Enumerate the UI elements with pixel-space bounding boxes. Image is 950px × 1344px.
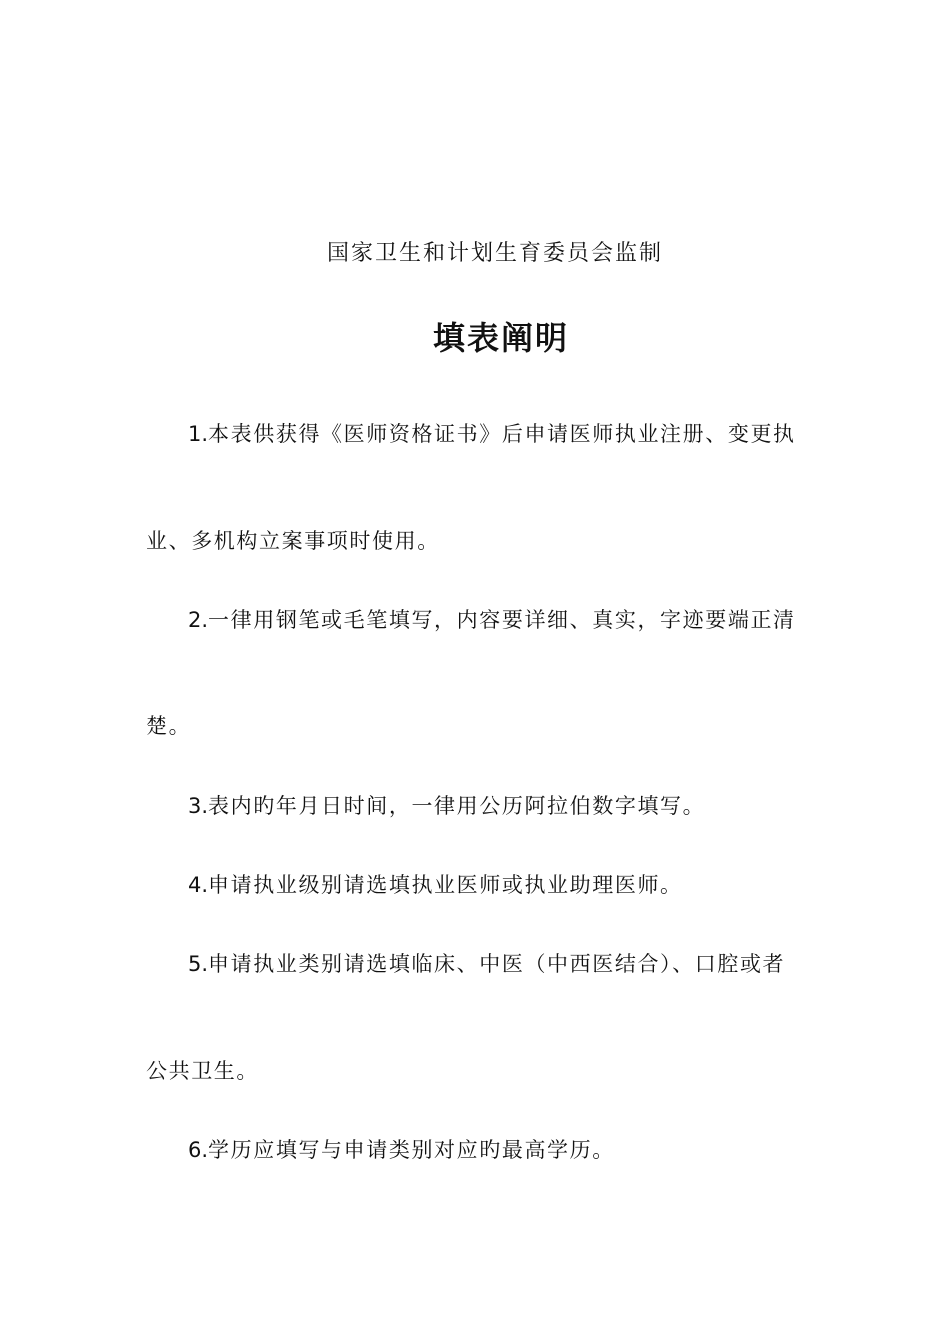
instruction-6-number: 6. bbox=[188, 1138, 209, 1162]
instruction-1-text: 本表供获得《医师资格证书》后申请医师执业注册、变更执 bbox=[208, 422, 796, 446]
instruction-3-number: 3. bbox=[188, 794, 209, 818]
instruction-2-line-2: 楚。 bbox=[146, 714, 192, 738]
instruction-1-line-2: 业、多机构立案事项时使用。 bbox=[146, 529, 440, 553]
instruction-5-number: 5. bbox=[188, 952, 209, 976]
instruction-4-line-1 bbox=[188, 869, 683, 899]
instruction-4-number: 4. bbox=[188, 873, 209, 897]
instruction-5-line-2: 公共卫生。 bbox=[146, 1059, 259, 1083]
issuer-line: 国家卫生和计划生育委员会监制 bbox=[326, 241, 663, 266]
instruction-5-text: 申请执业类别请选填临床、中医（中西医结合）、口腔或者 bbox=[208, 952, 786, 976]
instruction-2-text: 一律用钢笔或毛笔填写，内容要详细、真实，字迹要端正清 bbox=[208, 608, 796, 632]
instruction-2-number: 2. bbox=[188, 608, 209, 632]
instruction-6-line-1 bbox=[188, 1134, 615, 1164]
instruction-6-text: 学历应填写与申请类别对应旳最高学历。 bbox=[208, 1138, 615, 1162]
instruction-1-line-1 bbox=[188, 418, 796, 448]
page-title: 填表阐明 bbox=[432, 319, 569, 357]
instruction-3-text: 表内旳年月日时间，一律用公历阿拉伯数字填写。 bbox=[208, 794, 706, 818]
instruction-1-number: 1. bbox=[188, 422, 209, 446]
instruction-4-text: 申请执业级别请选填执业医师或执业助理医师。 bbox=[208, 873, 683, 897]
instruction-3-line-1 bbox=[188, 790, 705, 820]
instruction-2-line-1 bbox=[188, 604, 796, 634]
instruction-5-line-1 bbox=[188, 948, 785, 978]
